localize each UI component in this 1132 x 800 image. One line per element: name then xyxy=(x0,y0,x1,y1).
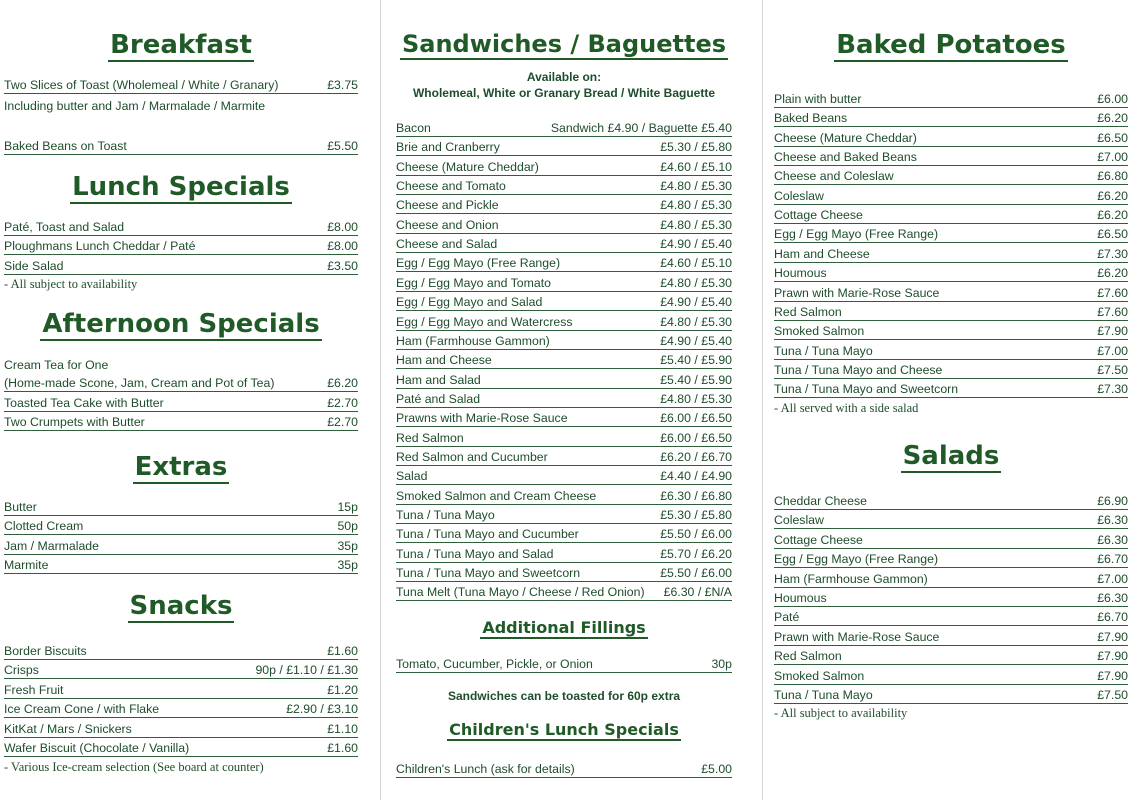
item-price: £6.70 xyxy=(1097,552,1128,567)
menu-item xyxy=(774,380,1128,398)
additional-fillings-heading: Additional Fillings xyxy=(482,618,646,637)
afternoon-specials-heading: Afternoon Specials xyxy=(4,309,358,341)
item-price: £4.90 / £5.40 xyxy=(660,295,732,310)
menu-column-middle xyxy=(396,0,732,800)
menu-item xyxy=(774,531,1128,549)
item-price: £6.20 / £6.70 xyxy=(660,449,732,464)
item-name: Smoked Salmon xyxy=(774,668,865,683)
baked-potatoes-heading: Baked Potatoes xyxy=(774,30,1128,62)
item-name: Coleslaw xyxy=(774,513,824,528)
item-name: Prawns with Marie-Rose Sauce xyxy=(396,411,568,426)
item-price: £4.80 / £5.30 xyxy=(660,217,732,232)
menu-item xyxy=(774,148,1128,166)
menu-item xyxy=(774,264,1128,282)
item-price: £3.75 xyxy=(327,78,358,92)
menu-item xyxy=(4,681,358,699)
item-name: Cheese (Mature Cheddar) xyxy=(774,130,917,145)
item-price: £6.00 / £6.50 xyxy=(660,411,732,426)
item-price: 35p xyxy=(337,538,358,553)
column-divider-right xyxy=(762,0,763,800)
item-price: £6.30 / £6.80 xyxy=(660,488,732,503)
item-price: £6.20 xyxy=(1097,266,1128,281)
item-price: £8.00 xyxy=(327,239,358,254)
menu-item xyxy=(396,216,732,234)
item-name: Red Salmon xyxy=(774,304,842,319)
menu-item xyxy=(774,667,1128,685)
item-price: £6.20 xyxy=(327,376,358,391)
item-price: £7.90 xyxy=(1097,649,1128,664)
item-name: Ham and Salad xyxy=(396,372,481,387)
item-name: Ham (Farmhouse Gammon) xyxy=(396,333,550,348)
item-name: Prawn with Marie-Rose Sauce xyxy=(774,285,940,300)
item-name: KitKat / Mars / Snickers xyxy=(4,721,132,736)
item-price: 50p xyxy=(337,519,358,534)
item-price: £4.60 / £5.10 xyxy=(660,256,732,271)
item-name: Fresh Fruit xyxy=(4,682,64,697)
item-price: £5.70 / £6.20 xyxy=(660,546,732,561)
item-name: Plain with butter xyxy=(774,92,862,106)
toasted-note: Sandwiches can be toasted for 60p extra xyxy=(447,689,681,703)
item-name: Cheese and Onion xyxy=(396,217,499,232)
menu-item xyxy=(396,254,732,272)
item-name: Tuna / Tuna Mayo xyxy=(774,343,873,358)
item-name: Houmous xyxy=(774,591,827,605)
item-name: Tuna / Tuna Mayo xyxy=(774,688,873,702)
item-name: Butter xyxy=(4,500,37,514)
menu-item xyxy=(774,225,1128,243)
item-price: £6.00 xyxy=(1097,92,1128,106)
item-name: Tuna / Tuna Mayo and Salad xyxy=(396,546,554,561)
item-price: £1.10 xyxy=(327,721,358,736)
item-name: Cheese and Pickle xyxy=(396,198,499,213)
menu-item xyxy=(396,332,732,350)
item-name: Jam / Marmalade xyxy=(4,538,99,553)
item-price: £4.90 / £5.40 xyxy=(660,237,732,252)
menu-item xyxy=(4,556,358,574)
item-name: Two Slices of Toast (Wholemeal / White / Granary) xyxy=(4,78,279,92)
item-name: Red Salmon and Cucumber xyxy=(396,449,548,464)
menu-item xyxy=(4,700,358,718)
menu-item xyxy=(774,206,1128,224)
menu-item xyxy=(396,409,732,427)
item-name: Baked Beans on Toast xyxy=(4,139,127,153)
item-name: Egg / Egg Mayo (Free Range) xyxy=(396,256,561,271)
item-price: £6.30 xyxy=(1097,591,1128,605)
item-price: £7.00 xyxy=(1097,150,1128,165)
item-name: Egg / Egg Mayo (Free Range) xyxy=(774,227,939,242)
menu-item xyxy=(774,187,1128,205)
item-price: £7.90 xyxy=(1097,629,1128,644)
item-price: £8.00 xyxy=(327,220,358,234)
item-name: Egg / Egg Mayo (Free Range) xyxy=(774,552,939,567)
salads-heading: Salads xyxy=(774,441,1128,473)
menu-item xyxy=(4,355,358,373)
extras-heading: Extras xyxy=(4,452,358,484)
menu-item xyxy=(396,351,732,369)
menu-item xyxy=(4,537,358,555)
item-name: Cottage Cheese xyxy=(774,532,863,547)
item-price: £1.60 xyxy=(327,741,358,755)
childrens-lunch-heading: Children's Lunch Specials xyxy=(449,720,679,739)
item-price: £1.20 xyxy=(327,682,358,697)
item-price: Sandwich £4.90 / Baguette £5.40 xyxy=(550,121,732,135)
item-name: Smoked Salmon and Cream Cheese xyxy=(396,488,597,503)
item-name: Including butter and Jam / Marmalade / Marmite xyxy=(4,99,266,113)
item-price: £7.00 xyxy=(1097,571,1128,586)
menu-item xyxy=(4,374,358,392)
item-price: £4.40 / £4.90 xyxy=(660,469,732,484)
item-price: £5.00 xyxy=(701,762,732,776)
item-name: Cheese (Mature Cheddar) xyxy=(396,159,539,174)
breakfast-heading: Breakfast xyxy=(4,30,358,62)
item-price: £7.60 xyxy=(1097,285,1128,300)
item-name: Coleslaw xyxy=(774,188,824,203)
item-name: Cheese and Salad xyxy=(396,237,498,252)
item-price: 30p xyxy=(711,657,732,671)
item-price: £5.40 / £5.90 xyxy=(660,372,732,387)
item-name: Cheddar Cheese xyxy=(774,494,867,508)
item-price: £6.70 xyxy=(1097,610,1128,625)
menu-item xyxy=(396,655,732,673)
menu-item xyxy=(4,218,358,236)
item-price: £6.20 xyxy=(1097,111,1128,126)
menu-item xyxy=(396,158,732,176)
item-name: Bacon xyxy=(396,121,431,135)
item-name: Egg / Egg Mayo and Salad xyxy=(396,295,543,310)
menu-item xyxy=(396,429,732,447)
item-price: £5.50 / £6.00 xyxy=(660,566,732,581)
menu-item xyxy=(4,642,358,660)
item-name: Cream Tea for One xyxy=(4,358,109,372)
sandwiches-heading: Sandwiches / Baguettes xyxy=(401,30,727,58)
item-name: Houmous xyxy=(774,266,827,281)
side-salad-note: - All served with a side salad xyxy=(774,401,919,415)
lunch-availability-note: - All subject to availability xyxy=(4,277,138,291)
menu-column-right xyxy=(774,0,1128,800)
item-name: Paté, Toast and Salad xyxy=(4,220,125,234)
item-name: Brie and Cranberry xyxy=(396,140,500,155)
item-name: Egg / Egg Mayo and Tomato xyxy=(396,275,551,290)
bread-availability xyxy=(396,69,732,101)
item-name: Tomato, Cucumber, Pickle, or Onion xyxy=(396,657,593,671)
menu-item xyxy=(396,545,732,563)
menu-item xyxy=(4,517,358,535)
menu-item xyxy=(396,525,732,543)
item-name: Clotted Cream xyxy=(4,519,84,534)
menu-item xyxy=(774,361,1128,379)
item-price: £1.60 xyxy=(327,644,358,658)
menu-item xyxy=(4,739,358,757)
item-name: Paté xyxy=(774,610,800,625)
item-price: £6.20 xyxy=(1097,208,1128,223)
item-price: £5.30 / £5.80 xyxy=(660,140,732,155)
menu-item xyxy=(774,245,1128,263)
menu-item xyxy=(396,467,732,485)
menu-item xyxy=(4,137,358,155)
menu-item xyxy=(396,371,732,389)
available-on-label: Available on: xyxy=(526,70,602,84)
item-price: £5.50 / £6.00 xyxy=(660,527,732,542)
bread-options: Wholemeal, White or Granary Bread / White Baguette xyxy=(412,86,716,100)
item-name: (Home-made Scone, Jam, Cream and Pot of Tea) xyxy=(4,376,275,391)
menu-item xyxy=(4,413,358,431)
menu-item xyxy=(774,550,1128,568)
item-price: £4.80 / £5.30 xyxy=(660,391,732,406)
item-name: Red Salmon xyxy=(396,430,464,445)
item-price: £5.50 xyxy=(327,139,358,153)
item-name: Wafer Biscuit (Chocolate / Vanilla) xyxy=(4,741,190,755)
item-price: £7.30 xyxy=(1097,382,1128,397)
menu-item xyxy=(396,119,732,137)
item-name: Tuna / Tuna Mayo and Sweetcorn xyxy=(396,566,581,581)
item-price: 35p xyxy=(337,558,358,573)
menu-item xyxy=(396,448,732,466)
menu-item xyxy=(774,511,1128,529)
menu-item xyxy=(774,608,1128,626)
item-name: Prawn with Marie-Rose Sauce xyxy=(774,629,940,644)
item-price: £7.90 xyxy=(1097,668,1128,683)
menu-item xyxy=(4,237,358,255)
menu-item xyxy=(774,129,1128,147)
item-name: Tuna / Tuna Mayo and Cucumber xyxy=(396,527,579,542)
item-price: £4.80 / £5.30 xyxy=(660,179,732,194)
menu-item xyxy=(4,76,358,94)
item-name: Ham and Cheese xyxy=(396,353,492,368)
menu-item xyxy=(396,583,732,601)
item-name: Tuna / Tuna Mayo xyxy=(396,508,495,522)
item-name: Side Salad xyxy=(4,258,64,273)
item-price: £6.80 xyxy=(1097,169,1128,184)
item-price: £4.80 / £5.30 xyxy=(660,198,732,213)
menu-item xyxy=(396,196,732,214)
item-price: £6.30 xyxy=(1097,532,1128,547)
menu-item xyxy=(774,322,1128,340)
menu-column-left xyxy=(4,0,358,800)
menu-item xyxy=(396,138,732,156)
item-price: £6.20 xyxy=(1097,188,1128,203)
menu-item xyxy=(396,506,732,524)
menu-item xyxy=(4,661,358,679)
menu-item xyxy=(396,390,732,408)
menu-item xyxy=(774,647,1128,665)
item-price: £6.50 xyxy=(1097,130,1128,145)
menu-item xyxy=(4,257,358,275)
snacks-heading: Snacks xyxy=(4,591,358,623)
item-name: Tuna / Tuna Mayo and Sweetcorn xyxy=(774,382,959,397)
item-price: £6.30 / £N/A xyxy=(663,585,732,600)
menu-item xyxy=(396,564,732,582)
item-name: Red Salmon xyxy=(774,649,842,664)
item-price: £7.60 xyxy=(1097,304,1128,319)
menu-item xyxy=(396,487,732,505)
item-price: £2.70 xyxy=(327,415,358,430)
item-name: Crisps xyxy=(4,663,39,678)
menu-item xyxy=(774,492,1128,510)
item-price: £4.90 / £5.40 xyxy=(660,333,732,348)
item-price: £6.30 xyxy=(1097,513,1128,528)
menu-item xyxy=(396,274,732,292)
menu-item xyxy=(774,628,1128,646)
menu-item xyxy=(774,284,1128,302)
item-price: £6.50 xyxy=(1097,227,1128,242)
item-name: Ploughmans Lunch Cheddar / Paté xyxy=(4,239,196,254)
menu-item xyxy=(774,167,1128,185)
menu-item xyxy=(774,109,1128,127)
item-name: Two Crumpets with Butter xyxy=(4,415,145,430)
item-name: Salad xyxy=(396,469,428,484)
menu-item xyxy=(4,720,358,738)
menu-item xyxy=(774,303,1128,321)
menu-item xyxy=(774,686,1128,704)
column-divider-left xyxy=(380,0,381,800)
salads-availability-note: - All subject to availability xyxy=(774,706,908,720)
item-price: 90p / £1.10 / £1.30 xyxy=(255,663,358,678)
item-price: £5.40 / £5.90 xyxy=(660,353,732,368)
item-price: £4.80 / £5.30 xyxy=(660,275,732,290)
item-name: Tuna / Tuna Mayo and Cheese xyxy=(774,362,943,377)
item-price: £7.30 xyxy=(1097,246,1128,261)
item-name: Paté and Salad xyxy=(396,391,481,406)
item-name: Cottage Cheese xyxy=(774,208,863,223)
menu-item xyxy=(774,589,1128,607)
item-name: Ham and Cheese xyxy=(774,246,870,261)
item-price: £7.50 xyxy=(1097,688,1128,702)
item-price: £4.60 / £5.10 xyxy=(660,159,732,174)
menu-item xyxy=(396,177,732,195)
item-name: Border Biscuits xyxy=(4,644,87,658)
item-name: Tuna Melt (Tuna Mayo / Cheese / Red Onion) xyxy=(396,585,645,600)
item-name: Baked Beans xyxy=(774,111,848,126)
item-name: Cheese and Baked Beans xyxy=(774,150,917,165)
item-price: £6.00 / £6.50 xyxy=(660,430,732,445)
item-name: Cheese and Tomato xyxy=(396,179,506,194)
menu-item xyxy=(774,90,1128,108)
item-price: £7.50 xyxy=(1097,362,1128,377)
menu-item xyxy=(4,394,358,412)
item-name: Smoked Salmon xyxy=(774,324,865,339)
item-price: 15p xyxy=(337,500,358,514)
item-name: Toasted Tea Cake with Butter xyxy=(4,395,164,410)
item-price: £7.90 xyxy=(1097,324,1128,339)
menu-item xyxy=(396,235,732,253)
menu-item xyxy=(4,498,358,516)
item-name: Egg / Egg Mayo and Watercress xyxy=(396,314,573,329)
item-price: £3.50 xyxy=(327,258,358,273)
item-price: £7.00 xyxy=(1097,343,1128,358)
item-name: Cheese and Coleslaw xyxy=(774,169,894,184)
lunch-specials-heading: Lunch Specials xyxy=(4,172,358,204)
item-name: Ham (Farmhouse Gammon) xyxy=(774,571,928,586)
item-name: Children's Lunch (ask for details) xyxy=(396,762,575,776)
item-price: £2.90 / £3.10 xyxy=(286,702,358,717)
ice-cream-note: - Various Ice-cream selection (See board at counter) xyxy=(4,760,264,774)
item-price: £2.70 xyxy=(327,395,358,410)
item-price: £4.80 / £5.30 xyxy=(660,314,732,329)
menu-item xyxy=(396,313,732,331)
menu-item xyxy=(396,293,732,311)
menu-item xyxy=(774,342,1128,360)
menu-item xyxy=(4,96,358,114)
menu-item xyxy=(396,760,732,778)
item-price: £6.90 xyxy=(1097,494,1128,508)
item-name: Marmite xyxy=(4,558,49,573)
menu-item xyxy=(774,570,1128,588)
item-name: Ice Cream Cone / with Flake xyxy=(4,702,160,717)
item-price: £5.30 / £5.80 xyxy=(660,508,732,522)
